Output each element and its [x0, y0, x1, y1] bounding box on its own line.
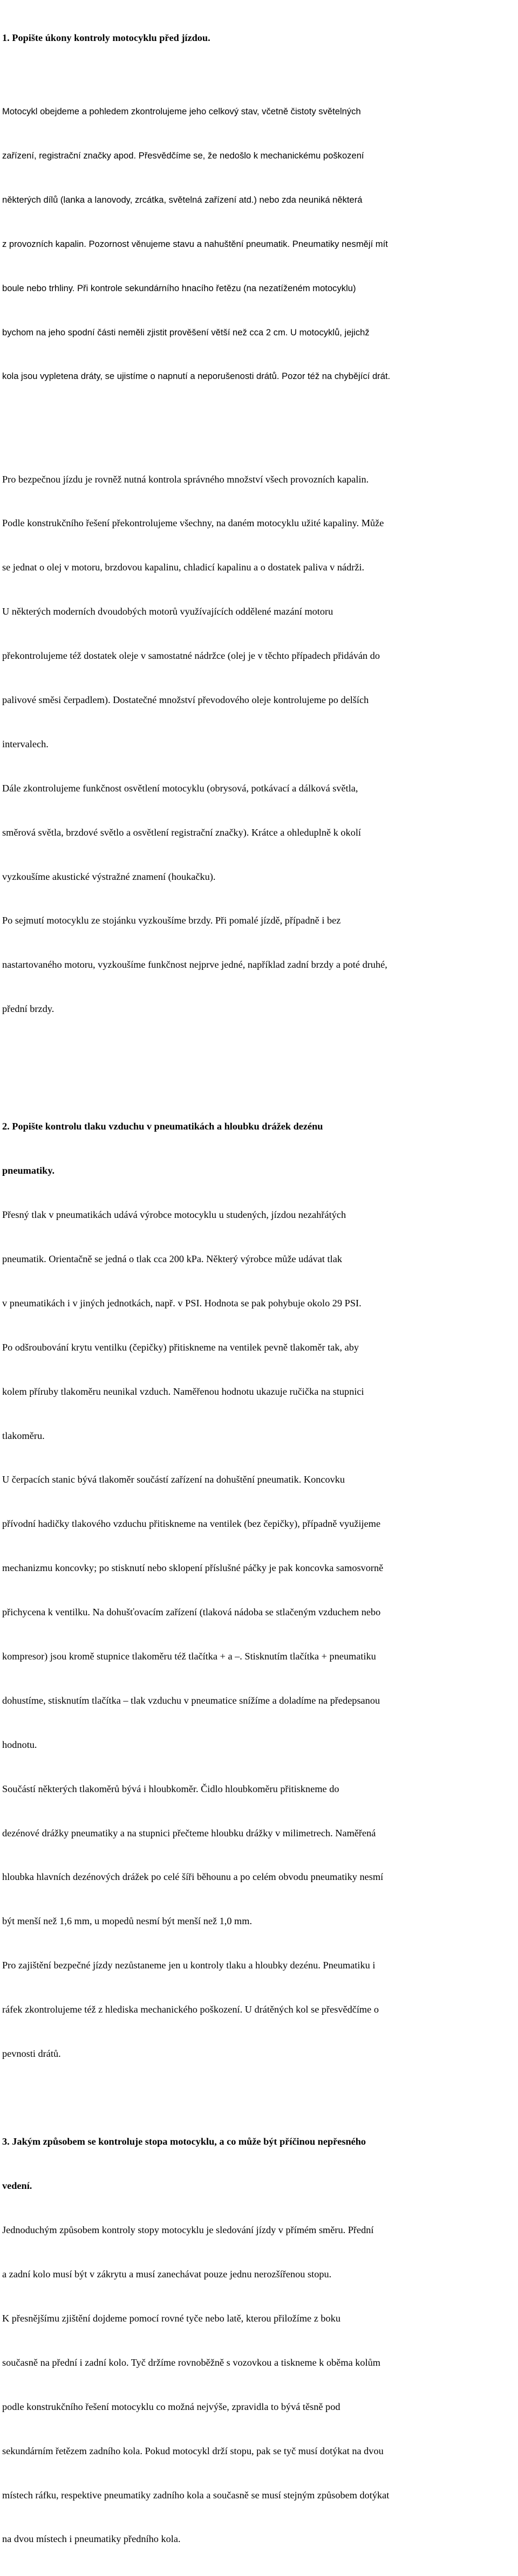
- text-line: palivové směsi čerpadlem). Dostatečné množství převodového oleje kontrolujeme po delších: [2, 694, 369, 705]
- text-line: mechanizmu koncovky; po stisknutí nebo sklopení příslušné páčky je pak koncovka samosvorně: [2, 1562, 384, 1574]
- text-line: pevnosti drátů.: [2, 2048, 61, 2059]
- text-line: místech ráfku, respektive pneumatiky zadního kola a současně se musí stejným způsobem dotýkat: [2, 2489, 390, 2501]
- text-line: vyzkoušíme akustické výstražné znamení (houkačku).: [2, 871, 216, 882]
- text-line: sekundárním řetězem zadního kola. Pokud motocykl drží stopu, pak se tyč musí dotýkat na dvou: [2, 2445, 384, 2456]
- section-2-heading: 2. Popište kontrolu tlaku vzduchu v pneumatikách a hloubku drážek dezénu: [2, 1121, 323, 1132]
- text-line: U některých moderních dvoudobých motorů využívajících oddělené mazání motoru: [2, 606, 333, 617]
- section-spacer: [2, 2091, 515, 2105]
- text-line: dohustíme, stisknutím tlačítka – tlak vzduchu v pneumatice snížíme a doladíme na předepsanou: [2, 1695, 380, 1706]
- section-1-heading: 1. Popište úkony kontroly motocyklu před jízdou.: [2, 32, 210, 43]
- text-line: kolem příruby tlakoměru neunikal vzduch. Naměřenou hodnotu ukazuje ručička na stupnici: [2, 1386, 364, 1397]
- text-line: z provozních kapalin. Pozornost věnujeme stavu a nahuštění pneumatik. Pneumatiky nesmějí mít: [2, 238, 388, 249]
- text-line: na dvou místech i pneumatiky předního kola.: [2, 2533, 181, 2545]
- text-line: Po sejmutí motocyklu ze stojánku vyzkoušíme brzdy. Při pomalé jízdě, případně i bez: [2, 915, 341, 926]
- text-line: Jednoduchým způsobem kontroly stopy motocyklu je sledování jízdy v přímém směru. Přední: [2, 2224, 374, 2236]
- text-line: bychom na jeho spodní části neměli zjistit prověšení větší než cca 2 cm. U motocyklů, jejichž: [2, 327, 370, 338]
- section-spacer: [2, 1076, 515, 1090]
- text-line: přední brzdy.: [2, 1003, 54, 1015]
- text-line: Dále zkontrolujeme funkčnost osvětlení motocyklu (obrysová, potkávací a dálková světla,: [2, 782, 358, 794]
- section-2: [2, 1090, 515, 2091]
- text-line: pneumatik. Orientačně se jedná o tlak cca 200 kPa. Některý výrobce může udávat tlak: [2, 1253, 342, 1264]
- text-line: intervalech.: [2, 738, 49, 749]
- text-line: U čerpacích stanic bývá tlakoměr součástí zařízení na dohuštění pneumatik. Koncovku: [2, 1474, 345, 1485]
- text-line: K přesnějšímu zjištění dojdeme pomocí rovné tyče nebo latě, kterou přiložíme z boku: [2, 2313, 340, 2324]
- text-line: směrová světla, brzdové světlo a osvětlení registrační značky). Krátce a ohleduplně k okolí: [2, 826, 361, 838]
- section-1: [2, 1, 515, 1076]
- section-1-paragraphs: [2, 443, 515, 1046]
- text-line: se jednat o olej v motoru, brzdovou kapalinu, chladicí kapalinu a o dostatek paliva v nádrži.: [2, 562, 365, 573]
- text-line: překontrolujeme též dostatek oleje v samostatné nádržce (olej je v těchto případech přidáván do: [2, 650, 380, 662]
- text-line: Pro bezpečnou jízdu je rovněž nutná kontrola správného množství všech provozních kapalin.: [2, 473, 369, 485]
- text-line: a zadní kolo musí být v zákrytu a musí zanechávat pouze jednu nerozšířenou stopu.: [2, 2269, 332, 2280]
- text-line: zařízení, registrační značky apod. Přesvědčíme se, že nedošlo k mechanickému poškození: [2, 150, 364, 161]
- text-line: některých dílů (lanka a lanovody, zrcátka, světelná zařízení atd.) nebo zda neuniká některá: [2, 194, 363, 205]
- text-line: přívodní hadičky tlakového vzduchu přitiskneme na ventilek (bez čepičky), případně využijeme: [2, 1518, 381, 1530]
- text-line: kompresor) jsou kromě stupnice tlakoměru též tlačítka + a –. Stisknutím tlačítka + pneumatiku: [2, 1650, 376, 1662]
- text-line: Pro zajištění bezpečné jízdy nezůstaneme jen u kontroly tlaku a hloubky dezénu. Pneumatiku i: [2, 1960, 376, 1971]
- text-line: podle konstrukčního řešení motocyklu co možná nejvýše, zpravidla to bývá těsně pod: [2, 2401, 340, 2412]
- text-line: Podle konstrukčního řešení překontrolujeme všechny, na daném motocyklu užité kapaliny. Může: [2, 518, 384, 529]
- section-3: [2, 2105, 515, 2576]
- text-line: současně na přední i zadní kolo. Tyč držíme rovnoběžně s vozovkou a tiskneme k oběma kolům: [2, 2357, 381, 2368]
- text-line: Přesný tlak v pneumatikách udává výrobce motocyklu u studených, jízdou nezahřátých: [2, 1209, 346, 1221]
- section-2-heading-cont: pneumatiky.: [2, 1165, 55, 1176]
- text-line: být menší než 1,6 mm, u mopedů nesmí být menší než 1,0 mm.: [2, 1916, 253, 1927]
- text-line: Součástí některých tlakoměrů bývá i hloubkoměr. Čidlo hloubkoměru přitiskneme do: [2, 1783, 339, 1794]
- text-line: nastartovaného motoru, vyzkoušíme funkčnost nejprve jedné, například zadní brzdy a poté druhé,: [2, 959, 387, 970]
- section-3-heading: 3. Jakým způsobem se kontroluje stopa motocyklu, a co může být příčinou nepřesného: [2, 2136, 366, 2147]
- text-line: přichycena k ventilku. Na dohušťovacím zařízení (tlaková nádoba se stlačeným vzduchem nebo: [2, 1607, 381, 1618]
- text-line: dezénové drážky pneumatiky a na stupnici přečteme hloubku drážky v milimetrech. Naměřená: [2, 1827, 376, 1838]
- text-line: v pneumatikách i v jiných jednotkách, např. v PSI. Hodnota se pak pohybuje okolo 29 PSI.: [2, 1297, 362, 1308]
- text-line: Motocykl obejdeme a pohledem zkontrolujeme jeho celkový stav, včetně čistoty světelných: [2, 106, 361, 117]
- text-line: kola jsou vypletena dráty, se ujistíme o napnutí a neporušenosti drátů. Pozor též na chybějící drát.: [2, 371, 391, 382]
- text-line: hodnotu.: [2, 1739, 37, 1750]
- section-3-heading-cont: vedení.: [2, 2180, 32, 2192]
- text-line: tlakoměru.: [2, 1430, 45, 1441]
- text-line: hloubka hlavních dezénových drážek po celé šíři běhounu a po celém obvodu pneumatiky nesmí: [2, 1871, 384, 1883]
- text-line: Po odšroubování krytu ventilku (čepičky) přitiskneme na ventilek pevně tlakoměr tak, aby: [2, 1341, 359, 1353]
- text-line: ráfek zkontrolujeme též z hlediska mechanického poškození. U drátěných kol se přesvědčíme o: [2, 2004, 379, 2015]
- section-1-paragraph-sans: [2, 74, 515, 413]
- text-line: boule nebo trhliny. Při kontrole sekundárního hnacího řetězu (na nezatíženém motocyklu): [2, 283, 356, 293]
